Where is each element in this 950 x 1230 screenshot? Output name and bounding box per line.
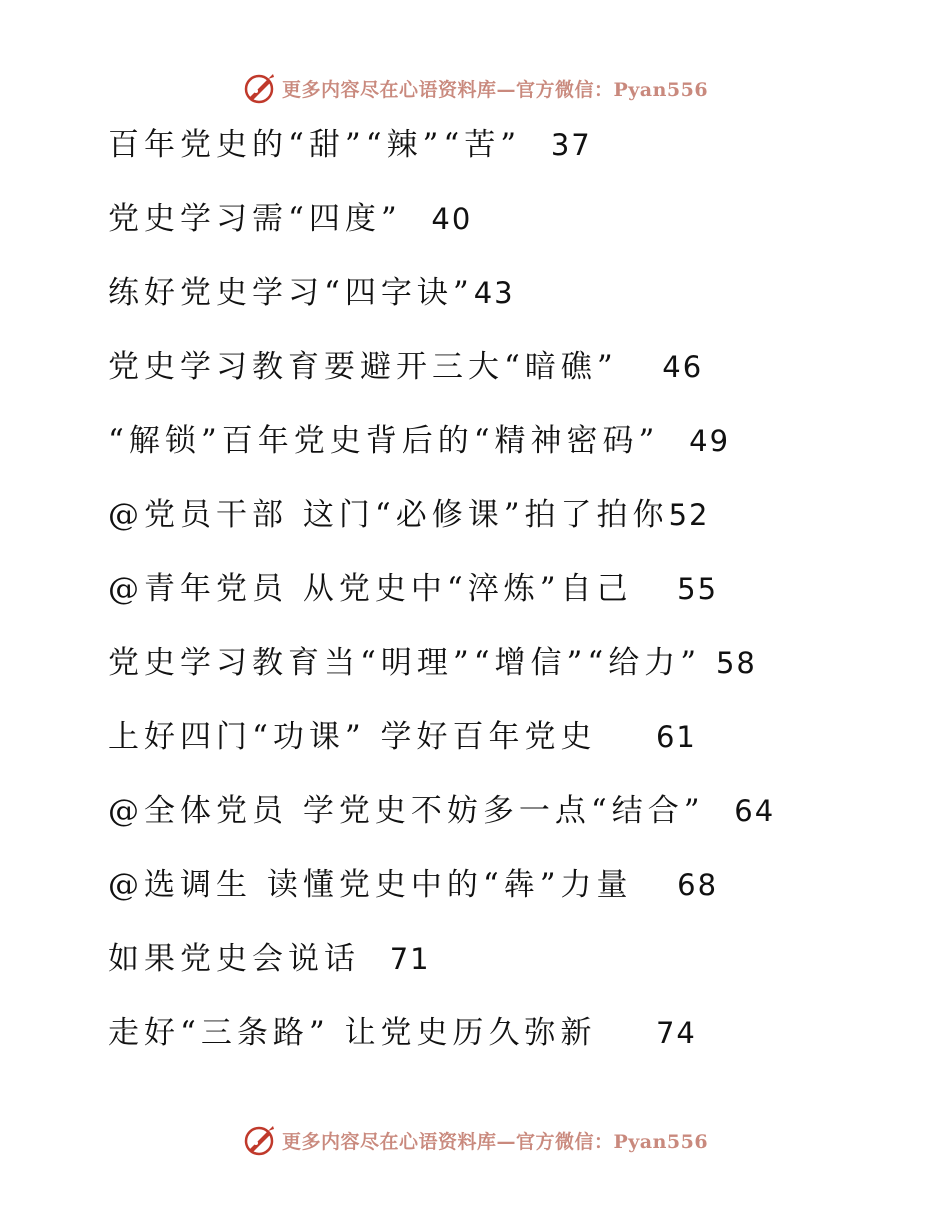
watermark-text: 更多内容尽在心语资料库—官方微信：Pyan556 xyxy=(281,1130,709,1153)
toc-item xyxy=(108,700,928,774)
toc-item-page: 40 xyxy=(431,202,473,236)
toc-item xyxy=(108,108,928,182)
toc-item-title: 百年党史的“甜”“辣”“苦” xyxy=(108,127,522,163)
toc-item-title: @选调生 读懂党史中的“犇”力量 xyxy=(108,867,633,903)
toc-item-page: 61 xyxy=(655,720,697,754)
toc-item-title: “解锁”百年党史背后的“精神密码” xyxy=(108,423,660,459)
toc-item xyxy=(108,848,928,922)
toc-item-gap xyxy=(597,1015,656,1051)
toc-item-page: 71 xyxy=(389,942,431,976)
toc-item-page: 55 xyxy=(677,572,719,606)
footer-watermark xyxy=(0,1120,950,1160)
toc-item-page: 46 xyxy=(662,350,704,384)
toc-item-title: 党史学习教育要避开三大“暗礁” xyxy=(108,349,618,385)
header-watermark xyxy=(0,68,950,108)
pen-logo-icon xyxy=(242,71,276,105)
toc-item-gap xyxy=(705,793,735,829)
toc-item-title: 上好四门“功课” 学好百年党史 xyxy=(108,719,597,755)
toc-item-title: @青年党员 从党史中“淬炼”自己 xyxy=(108,571,633,607)
toc-item-gap xyxy=(701,645,716,681)
toc-item-gap xyxy=(402,201,432,237)
pen-logo-icon xyxy=(242,1123,276,1157)
toc-item-gap xyxy=(618,349,663,385)
toc-item-gap xyxy=(597,719,656,755)
toc-item xyxy=(108,256,928,330)
toc-item-gap xyxy=(659,423,689,459)
toc-item-page: 52 xyxy=(668,498,710,532)
toc-item-title: @党员干部 这门“必修课”拍了拍你 xyxy=(108,497,669,533)
watermark-text: 更多内容尽在心语资料库—官方微信：Pyan556 xyxy=(281,78,709,101)
toc-item-gap xyxy=(633,867,678,903)
toc-item-gap xyxy=(521,127,551,163)
toc-item-page: 74 xyxy=(655,1016,697,1050)
toc-item-page: 37 xyxy=(550,128,592,162)
toc-item xyxy=(108,552,928,626)
toc-item-title: 走好“三条路” 让党史历久弥新 xyxy=(108,1015,597,1051)
toc-item-gap xyxy=(360,941,390,977)
toc-item xyxy=(108,774,928,848)
toc-item-page: 64 xyxy=(734,794,776,828)
toc-item xyxy=(108,330,928,404)
toc-item-page: 58 xyxy=(715,646,757,680)
toc-item-title: 党史学习需“四度” xyxy=(108,201,402,237)
toc-item xyxy=(108,404,928,478)
toc-item-title: 练好党史学习“四字诀” xyxy=(108,275,474,311)
toc-item xyxy=(108,996,928,1070)
toc-item xyxy=(108,626,928,700)
toc-item xyxy=(108,478,928,552)
toc-item-title: 党史学习教育当“明理”“增信”“给力” xyxy=(108,645,702,681)
toc-item-page: 68 xyxy=(677,868,719,902)
toc-item xyxy=(108,922,928,996)
toc-item-title: 如果党史会说话 xyxy=(108,941,360,977)
toc-item-gap xyxy=(633,571,678,607)
toc-item-page: 43 xyxy=(473,276,515,310)
table-of-contents xyxy=(108,108,928,1070)
toc-item-page: 49 xyxy=(689,424,731,458)
toc-item-title: @全体党员 学党史不妨多一点“结合” xyxy=(108,793,705,829)
toc-item xyxy=(108,182,928,256)
